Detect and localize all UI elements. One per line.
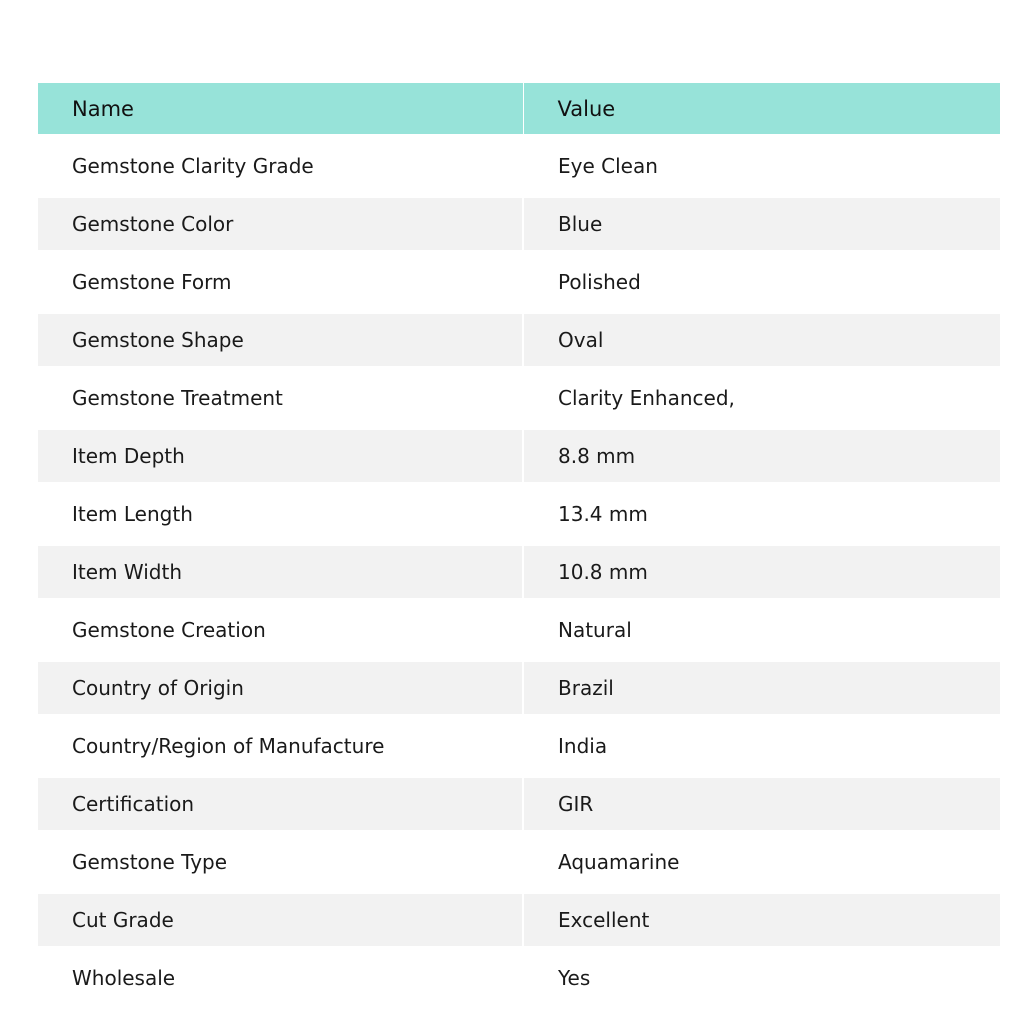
row-name-cell: Gemstone Type: [38, 833, 523, 891]
spec-table: [38, 83, 1000, 1004]
row-name-cell: Gemstone Clarity Grade: [38, 137, 523, 195]
row-value-cell: Eye Clean: [523, 137, 1000, 195]
row-value-cell: Yes: [523, 949, 1000, 1004]
column-header-value: Value: [523, 83, 1000, 137]
table-row: [38, 891, 1000, 949]
table-row: [38, 775, 1000, 833]
row-value-cell: Blue: [523, 195, 1000, 253]
row-value-cell: India: [523, 717, 1000, 775]
table-row: [38, 833, 1000, 891]
table-row: [38, 601, 1000, 659]
row-name-cell: Gemstone Shape: [38, 311, 523, 369]
row-name-cell: Country/Region of Manufacture: [38, 717, 523, 775]
table-row: [38, 427, 1000, 485]
column-header-name: Name: [38, 83, 523, 137]
table-row: [38, 195, 1000, 253]
row-name-cell: Gemstone Creation: [38, 601, 523, 659]
table-row: [38, 311, 1000, 369]
row-value-cell: 10.8 mm: [523, 543, 1000, 601]
row-name-cell: Gemstone Form: [38, 253, 523, 311]
table-row: [38, 485, 1000, 543]
row-value-cell: Clarity Enhanced,: [523, 369, 1000, 427]
row-name-cell: Cut Grade: [38, 891, 523, 949]
row-name-cell: Item Width: [38, 543, 523, 601]
row-name-cell: Gemstone Color: [38, 195, 523, 253]
table-body: [38, 137, 1000, 1004]
row-value-cell: Oval: [523, 311, 1000, 369]
table-row: [38, 137, 1000, 195]
row-value-cell: Excellent: [523, 891, 1000, 949]
header-row: [38, 83, 1000, 137]
table-row: [38, 717, 1000, 775]
row-value-cell: GIR: [523, 775, 1000, 833]
row-name-cell: Country of Origin: [38, 659, 523, 717]
row-value-cell: Natural: [523, 601, 1000, 659]
row-name-cell: Certification: [38, 775, 523, 833]
table-row: [38, 659, 1000, 717]
table-row: [38, 253, 1000, 311]
table-header: [38, 83, 1000, 137]
row-value-cell: Brazil: [523, 659, 1000, 717]
table-row: [38, 949, 1000, 1004]
table-row: [38, 369, 1000, 427]
row-value-cell: 13.4 mm: [523, 485, 1000, 543]
row-name-cell: Gemstone Treatment: [38, 369, 523, 427]
table-row: [38, 543, 1000, 601]
row-value-cell: 8.8 mm: [523, 427, 1000, 485]
row-name-cell: Wholesale: [38, 949, 523, 1004]
row-value-cell: Polished: [523, 253, 1000, 311]
row-name-cell: Item Length: [38, 485, 523, 543]
row-value-cell: Aquamarine: [523, 833, 1000, 891]
row-name-cell: Item Depth: [38, 427, 523, 485]
